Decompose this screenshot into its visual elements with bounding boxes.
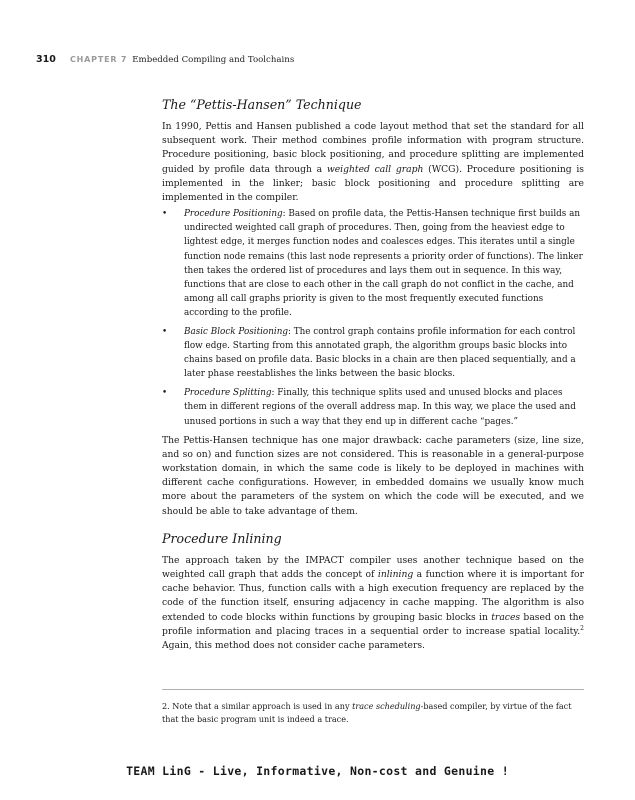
drawback-paragraph: The Pettis-Hansen technique has one major drawback: cache parameters (size, line size, and so on) and function sizes are not considered. This is reasonable in a general-purpose workstation domain, in which the same code is likely to be deployed in machines with different cache configurations. However, in embedded domains we usually know much more about the parameters of the system on which the code will be executed, and we should be able to take advantage of them. — [162, 434, 584, 517]
footnote-ref: 2 — [580, 624, 584, 632]
bullet-procedure-splitting: • Procedure Splitting: Finally, this technique splits used and unused blocks and places them in different regions of the overall address map. In this way, we place the used and unused portions in such a way that they end up in different cache “pages.” — [162, 388, 576, 427]
section-heading-procedure-inlining: Procedure Inlining — [162, 530, 282, 546]
bullet-icon: • — [162, 209, 168, 220]
chapter-title: Embedded Compiling and Toolchains — [132, 55, 295, 65]
running-header — [36, 54, 294, 65]
bullet-basic-block-positioning: • Basic Block Positioning: The control graph contains profile information for each control flow edge. Starting from this annotated graph, the algorithm groups basic blocks into chains based on profile data. Basic blocks in a chain are then placed sequentially, and a later phase reestablishes the links between the basic blocks. — [162, 326, 576, 380]
inlining-paragraph: The approach taken by the IMPACT compiler uses another technique based on the weighted call graph that adds the concept of inlining a function where it is important for cache behavior. Thus, function calls with a high execution frequency are replaced by the code of the function itself, ensuring adjacency in cache mapping. The algorithm is also extended to code blocks within functions by grouping basic blocks in traces based on the profile information and placing traces in a sequential order to increase spatial locality.$^2$ Again, this method does not consider cache parameters. — [162, 554, 584, 652]
section-heading-pettis-hansen: The “Pettis-Hansen” Technique — [162, 97, 362, 112]
main-content — [162, 97, 584, 653]
footnote-divider — [162, 689, 584, 690]
intro-paragraph: In 1990, Pettis and Hansen published a code layout method that set the standard for all subsequent work. Their method combines profile information with program structure. Procedure positioning, basic block positioning, and procedure splitting are implemented guided by profile data through a weighted call graph (WCG). Procedure positioning is implemented in the linker; basic block positioning and procedure splitting are implemented in the compiler. — [162, 121, 584, 204]
team-ling-banner: TEAM LinG - Live, Informative, Non-cost and Genuine ! — [126, 764, 509, 778]
bullet-procedure-positioning: • Procedure Positioning: Based on profile data, the Pettis-Hansen technique first builds an undirected weighted call graph of procedures. Then, going from the heaviest edge to lightest edge, it merges function nodes and coalesces edges. This iterates until a single function node remains (this last node represents a priority order of functions). The linker then takes the ordered list of procedures and lays them out in sequence. In this way, functions that are close to each other in the call graph do not conflict in the cache, and among all call graphs priority is given to the most frequently executed functions according to the profile. — [162, 209, 583, 318]
footnote: 2. Note that a similar approach is used in any trace scheduling-based compiler, by virtue of the fact that the basic program unit is indeed a trace. — [162, 701, 572, 724]
bullet-icon: • — [162, 388, 168, 399]
chapter-label: CHAPTER 7 — [70, 55, 128, 64]
bullet-icon: • — [162, 326, 168, 337]
technique-bullet-list — [162, 207, 584, 428]
page-number: 310 — [36, 54, 56, 65]
